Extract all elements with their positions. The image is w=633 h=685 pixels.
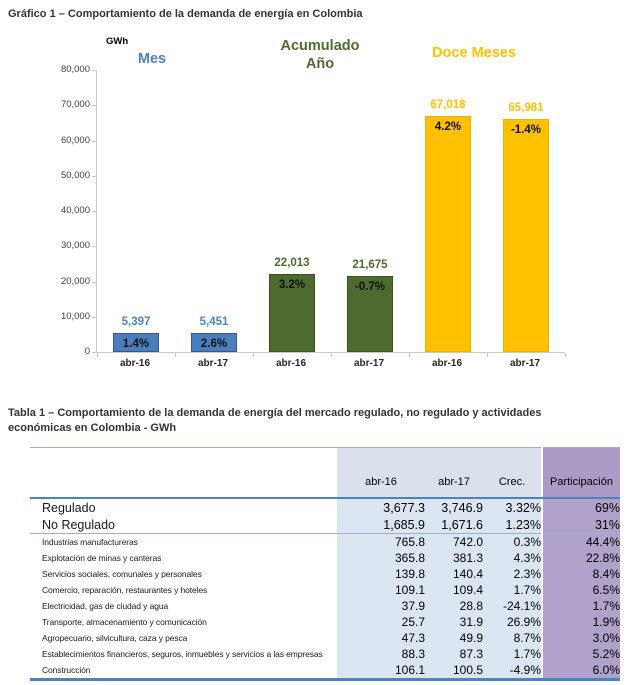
cell-participacion: 3.0% [542, 630, 620, 646]
series-group-header-line: Mes [137, 51, 167, 67]
y-axis-tick-mark [92, 105, 96, 106]
y-axis-tick-mark [92, 246, 96, 247]
demand-table [30, 447, 620, 681]
column-header-blank [30, 448, 337, 499]
chart-title: Gráfico 1 – Comportamiento de la demanda de energía en Colombia [8, 8, 363, 20]
row-label: Servicios sociales, comunales y personales [42, 569, 202, 579]
row-label: Establecimientos financieros, seguros, inmuebles y servicios a las empresas [42, 649, 323, 659]
cell-abr17: 49.9 [425, 630, 483, 646]
row-label: Comercio, reparación, restaurantes y hoteles [42, 585, 208, 595]
series-group-header-line: Acumulado [280, 38, 360, 54]
row-label: No Regulado [30, 516, 337, 534]
column-header-crec: Crec. [483, 448, 542, 499]
y-axis-tick-mark [92, 317, 96, 318]
cell-abr17: 28.8 [425, 598, 483, 614]
column-header-participacion: Participación [542, 448, 620, 499]
table-row [30, 598, 620, 614]
cell-participacion: 6.5% [542, 582, 620, 598]
x-axis-tick-mark [253, 353, 254, 357]
x-axis-label: abr-17 [509, 358, 540, 369]
bar-growth-label: 2.6% [200, 338, 228, 350]
table-row [30, 630, 620, 646]
series-group-header-line: Año [305, 56, 335, 72]
y-axis-tick-mark [92, 141, 96, 142]
table-row [30, 550, 620, 566]
column-header-abr17: abr-17 [425, 448, 483, 499]
y-axis-tick-label: 20,000 [60, 275, 90, 287]
y-axis-tick-mark [92, 352, 96, 353]
row-label: Industrias manufactureras [42, 537, 138, 547]
cell-participacion: 69% [542, 498, 620, 516]
x-axis-label: abr-17 [197, 358, 228, 369]
cell-crec: 26.9% [483, 614, 542, 630]
cell-crec: 1.23% [483, 516, 542, 534]
cell-crec: -4.9% [483, 662, 542, 680]
table-row [30, 582, 620, 598]
y-axis-tick-mark [92, 176, 96, 177]
x-axis-label: abr-17 [353, 358, 384, 369]
x-axis-tick-mark [175, 353, 176, 357]
cell-participacion: 8.4% [542, 566, 620, 582]
y-axis-tick-label: 60,000 [60, 134, 90, 146]
cell-crec: -24.1% [483, 598, 542, 614]
cell-crec: 3.32% [483, 498, 542, 516]
cell-abr17: 381.3 [425, 550, 483, 566]
y-axis-unit-label: GWh [106, 36, 129, 47]
x-axis-tick-mark [565, 353, 566, 357]
cell-crec: 4.3% [483, 550, 542, 566]
y-axis-tick-label: 80,000 [60, 64, 90, 75]
chart-bar [503, 119, 549, 352]
table-row [30, 516, 620, 534]
y-axis-tick-label: 0 [84, 346, 90, 357]
table-title: Tabla 1 – Comportamiento de la demanda de energía del mercado regulado, no regulado y actividades económicas en Colombia - GWh [8, 407, 542, 434]
table-row [30, 662, 620, 680]
table-row [30, 566, 620, 582]
cell-participacion: 31% [542, 516, 620, 534]
table-row [30, 534, 620, 551]
table-header [30, 448, 620, 499]
bar-value-label: 21,675 [352, 259, 388, 271]
x-axis-tick-mark [409, 353, 410, 357]
cell-abr17: 1,671.6 [425, 516, 483, 534]
series-group-header [281, 37, 360, 73]
cell-abr17: 140.4 [425, 566, 483, 582]
x-axis-tick-mark [97, 353, 98, 357]
series-group-header [432, 44, 516, 62]
row-label: Agropecuario, silvicultura, caza y pesca [42, 633, 188, 643]
y-axis-tick-mark [92, 282, 96, 283]
bar-value-label: 5,397 [121, 316, 151, 328]
cell-abr16: 139.8 [337, 566, 425, 582]
row-label: Electricidad, gas de ciudad y agua [42, 601, 169, 611]
cell-abr16: 88.3 [337, 646, 425, 662]
cell-abr17: 100.5 [425, 662, 483, 680]
bar-growth-label: 3.2% [278, 279, 306, 291]
cell-participacion: 5.2% [542, 646, 620, 662]
cell-crec: 1.7% [483, 646, 542, 662]
x-axis-label: abr-16 [431, 358, 462, 369]
cell-abr17: 3,746.9 [425, 498, 483, 516]
cell-crec: 1.7% [483, 582, 542, 598]
y-axis-tick-label: 30,000 [60, 240, 90, 252]
x-axis-tick-mark [487, 353, 488, 357]
cell-participacion: 22.8% [542, 550, 620, 566]
bar-value-label: 22,013 [274, 257, 310, 269]
cell-abr16: 109.1 [337, 582, 425, 598]
cell-abr17: 109.4 [425, 582, 483, 598]
table-row [30, 614, 620, 630]
cell-participacion: 6.0% [542, 662, 620, 680]
table-row [30, 498, 620, 516]
column-header-abr16: abr-16 [337, 448, 425, 499]
row-label: Regulado [42, 500, 96, 515]
y-axis-tick-label: 70,000 [60, 99, 90, 111]
header-row [30, 448, 620, 499]
series-group-header [138, 50, 166, 68]
chart-bar [425, 116, 471, 352]
cell-crec: 0.3% [483, 534, 542, 551]
y-axis-tick-label: 50,000 [60, 169, 90, 181]
table-row [30, 646, 620, 662]
bar-value-label: 65,981 [508, 102, 544, 114]
bar-growth-label: 1.4% [122, 338, 150, 350]
cell-abr16: 3,677.3 [337, 498, 425, 516]
cell-participacion: 1.7% [542, 598, 620, 614]
row-label: Transporte, almacenamiento y comunicación [42, 617, 207, 627]
cell-abr16: 106.1 [337, 662, 425, 680]
cell-abr16: 765.8 [337, 534, 425, 551]
cell-abr17: 87.3 [425, 646, 483, 662]
y-axis-tick-label: 10,000 [60, 310, 90, 322]
cell-abr16: 47.3 [337, 630, 425, 646]
cell-participacion: 44.4% [542, 534, 620, 551]
series-group-header-line: Doce Meses [432, 45, 516, 61]
bar-growth-label: 4.2% [434, 121, 462, 133]
cell-abr17: 742.0 [425, 534, 483, 551]
cell-participacion: 1.9% [542, 614, 620, 630]
bar-value-label: 5,451 [199, 316, 229, 328]
bar-value-label: 67,018 [430, 99, 466, 111]
cell-abr16: 37.9 [337, 598, 425, 614]
y-axis-tick-mark [92, 211, 96, 212]
bar-growth-label: -0.7% [354, 281, 386, 293]
cell-abr16: 1,685.9 [337, 516, 425, 534]
cell-abr16: 365.8 [337, 550, 425, 566]
cell-crec: 8.7% [483, 630, 542, 646]
bar-growth-label: -1.4% [510, 124, 542, 136]
y-axis-tick-mark [92, 70, 96, 71]
x-axis-label: abr-16 [119, 358, 150, 369]
cell-crec: 2.3% [483, 566, 542, 582]
cell-abr16: 25.7 [337, 614, 425, 630]
y-axis-tick-label: 40,000 [60, 205, 90, 216]
x-axis-label: abr-16 [275, 358, 306, 369]
row-label: Construcción [42, 665, 91, 675]
plot-area [96, 70, 565, 353]
cell-abr17: 31.9 [425, 614, 483, 630]
row-label: Explotación de minas y canteras [42, 553, 162, 563]
x-axis-tick-mark [331, 353, 332, 357]
table-body [30, 498, 620, 680]
